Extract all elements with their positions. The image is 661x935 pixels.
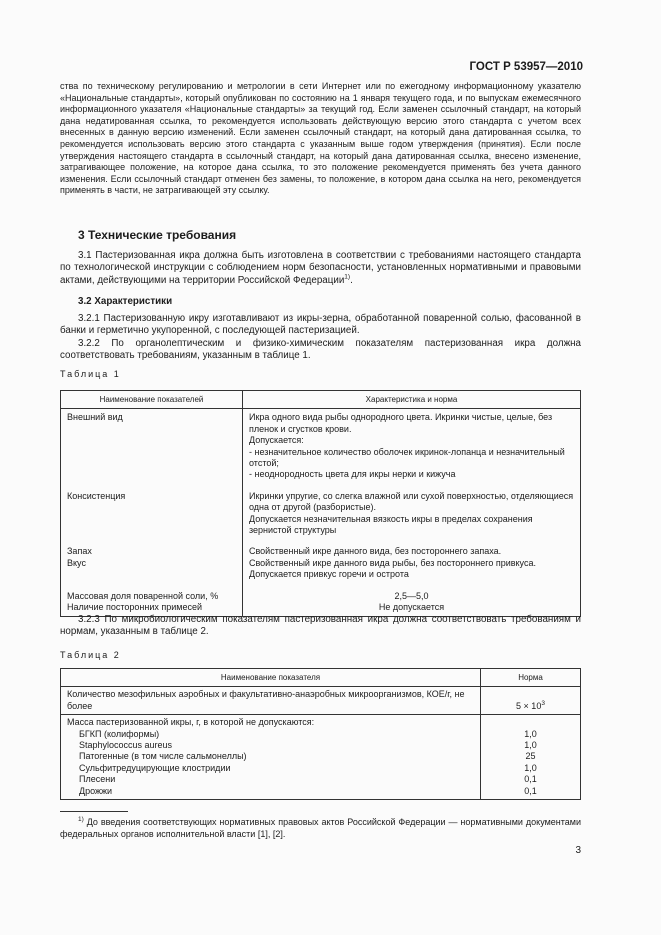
list-item-value: 1,0 (524, 728, 537, 739)
list-item-value: 0,1 (524, 785, 537, 796)
list-item-value: 1,0 (524, 740, 537, 751)
taste-value: Свойственный икре данного вида рыбы, без постороннего привкуса. (249, 557, 536, 568)
appearance-value (243, 409, 581, 489)
appearance-label: Внешний вид (61, 409, 243, 489)
mass-title: Масса пастеризованной икры, г, в которой не допускаются: (67, 717, 315, 728)
footnote-divider (60, 811, 128, 812)
table-1-caption: Таблица 1 (60, 369, 121, 379)
table-row (61, 489, 581, 545)
footnote-text: До введения соответствующих нормативных правовых актов Российской Федерации — нормативными документами федеральных органов исполнительной власти [1], [2]. (60, 817, 581, 839)
footnote-mark: 1) (78, 816, 84, 823)
section-3-title: 3 Технические требования (78, 228, 237, 242)
list-item: Патогенные (в том числе сальмонеллы) (79, 751, 247, 762)
consistency-value (243, 489, 581, 545)
clause-3-2-2: 3.2.2 По органолептическим и физико-химическим показателям пастеризованная икра должна соответствовать требованиям, указанным в таблице 1. (60, 338, 581, 362)
salt-impurities-values (243, 589, 581, 616)
table-2-header-row (61, 669, 581, 687)
clause-3-2-1: 3.2.1 Пастеризованную икру изготавливают из икры-зерна, обработанной поваренной солью, фасованной в банки и герметично укупоренной, с последующей пастеризацией. (60, 313, 581, 337)
mesophilic-value-base: 5 × 10 (516, 700, 542, 711)
table-2-caption: Таблица 2 (60, 650, 121, 660)
appearance-line: - незначительное количество оболочек икринок-лопанца и незначительный отстой; (249, 446, 565, 469)
salt-value: 2,5—5,0 (394, 590, 429, 601)
page-number: 3 (575, 845, 581, 856)
list-item-value: 25 (525, 751, 536, 762)
clause-3-1-end: . (350, 274, 353, 286)
table-1-header-row (61, 391, 581, 409)
consistency-line: Допускается незначительная вязкость икры в пределах сохранения зернистой структуры (249, 513, 533, 536)
smell-taste-labels (61, 544, 243, 588)
smell-label: Запах (67, 546, 92, 557)
clause-3-1-text: 3.1 Пастеризованная икра должна быть изготовлена в соответствии с требованиями настоящего стандарта по технологической инструкции с соблюдением норм безопасности, установленных нормативными и правовыми актами, действующими на территории Российской Федерации (60, 250, 581, 286)
list-item-value: 0,1 (524, 774, 537, 785)
mass-labels (61, 715, 481, 800)
mesophilic-value (481, 687, 581, 715)
list-item-value: 1,0 (524, 762, 537, 773)
appearance-line: Допускается: (249, 435, 304, 446)
table-row (61, 544, 581, 588)
table-2 (60, 668, 581, 800)
table-1-header-norm: Характеристика и норма (243, 391, 581, 409)
impurities-value: Не допускается (378, 602, 445, 613)
table-1 (60, 390, 581, 617)
section-3-2-title: 3.2 Характеристики (78, 296, 173, 307)
list-item: Плесени (79, 774, 116, 785)
taste-label: Вкус (67, 557, 86, 568)
mesophilic-value-exponent: 3 (541, 699, 545, 707)
clause-3-1 (60, 250, 581, 287)
list-item: БГКП (колиформы) (79, 728, 160, 739)
mesophilic-label: Количество мезофильных аэробных и факультативно-анаэробных микроорганизмов, КОЕ/г, не более (61, 687, 481, 715)
table-1-header-name: Наименование показателей (61, 391, 243, 409)
footnote-ref[interactable]: 1) (344, 273, 351, 281)
list-item: Сульфитредуцирующие клостридии (79, 762, 231, 773)
clause-3-2-3: 3.2.3 По микробиологическим показателям пастеризованная икра должна соответствовать требованиям и нормам, указанным в таблице 2. (60, 614, 581, 638)
table-2-header-name: Наименование показателя (61, 669, 481, 687)
footnote (60, 816, 581, 840)
appearance-line: Икра одного вида рыбы однородного цвета. Икринки чистые, целые, без пленок и сгустков крови. (249, 412, 553, 434)
taste-allowance: Допускается привкус горечи и острота (249, 569, 409, 580)
impurities-label: Наличие посторонних примесей (67, 602, 203, 613)
table-row (61, 409, 581, 489)
intro-paragraph: ства по техническому регулированию и метрологии в сети Интернет или по ежегодному информационному указателю «Национальные стандарты», который опубликован по состоянию на 1 января текущего года, и по выпускам ежемесячного информационного указателя «Национальные стандарты» за текущий год. Если заменен ссылочный стандарт, на который дана недатированная ссылка, то рекомендуется использовать действующую версию этого стандарта с учетом всех внесенных в данную версию изменений. Если заменен ссылочный стандарт, на который дана датированная ссылка, то рекомендуется использовать версию этого стандарта с указанным выше годом утверждения (принятия). Если после утверждения настоящего стандарта в ссылочный стандарт, на который дана датированная ссылка, внесено изменение, затрагивающее положение, на которое дана ссылка, то это положение рекомендуется применять без учета данного изменения. Если ссылочный стандарт отменен без замены, то положение, в котором дана ссылка на него, рекомендуется применять в части, не затрагивающей эту ссылку. (60, 81, 581, 196)
list-item: Staphylococcus aureus (79, 740, 173, 751)
smell-taste-values (243, 544, 581, 588)
consistency-label: Консистенция (61, 489, 243, 545)
table-row (61, 589, 581, 616)
appearance-line: - неоднородность цвета для икры нерки и кижуча (249, 469, 456, 480)
smell-value: Свойственный икре данного вида, без постороннего запаха. (249, 546, 502, 557)
salt-impurities-labels (61, 589, 243, 616)
mass-values (481, 715, 581, 800)
table-row (61, 715, 581, 800)
document-number: ГОСТ Р 53957—2010 (469, 61, 583, 73)
table-row (61, 687, 581, 715)
list-item: Дрожжи (79, 785, 113, 796)
salt-label: Массовая доля поваренной соли, % (67, 590, 219, 601)
table-2-header-norm: Норма (481, 669, 581, 687)
consistency-line: Икринки упругие, со слегка влажной или сухой поверхностью, отделяющиеся одна от другой (разбористые). (249, 490, 574, 513)
